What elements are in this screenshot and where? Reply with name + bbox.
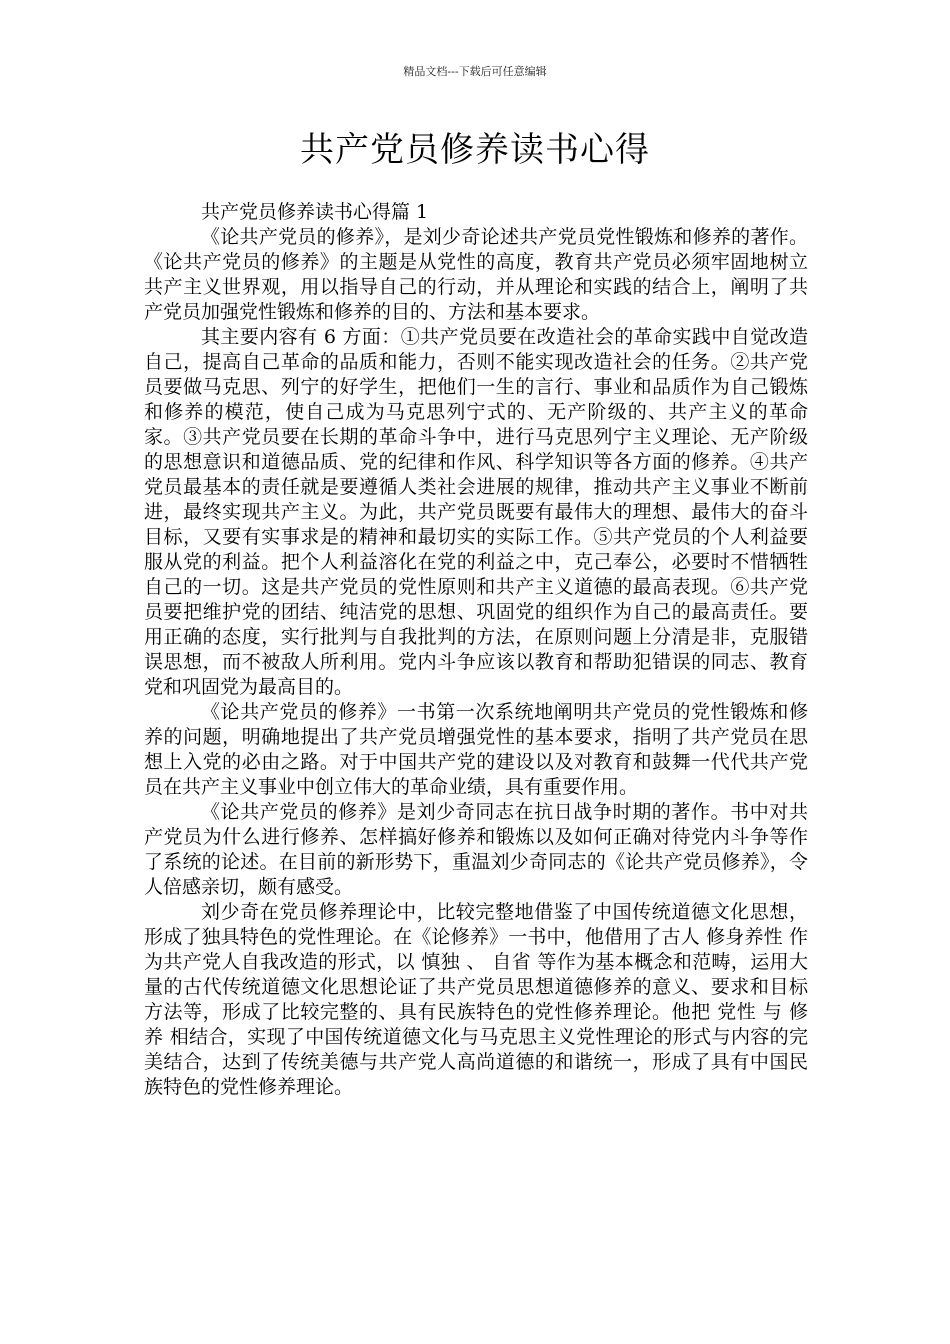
paragraph: 《论共产党员的修养》是刘少奇同志在抗日战争时期的著作。书中对共产党员为什么进行修养、怎样搞好修养和锻炼以及如何正确对待党内斗争等作了系统的论述。在目前的新形势下，重温刘少奇同志的《论共产党员修养》，令人倍感亲切，颇有感受。 xyxy=(144,801,808,898)
paragraph: 《论共产党员的修养》一书第一次系统地阐明共产党员的党性锻炼和修养的问题，明确地提出了共产党员增强党性的基本要求，指明了共产党员在思想上入党的必由之路。对于中国共产党的建设以及对教育和鼓舞一代代共产党员在共产主义事业中创立伟大的革命业绩，具有重要作用。 xyxy=(144,701,808,798)
document-body xyxy=(144,200,808,1100)
paragraph: 其主要内容有 6 方面：①共产党员要在改造社会的革命实践中自觉改造自己，提高自己革命的品质和能力，否则不能实现改造社会的任务。②共产党员要做马克思、列宁的好学生，把他们一生的言行、事业和品质作为自己锻炼和修养的模范，使自己成为马克思列宁式的、无产阶级的、共产主义的革命家。③共产党员要在长期的革命斗争中，进行马克思列宁主义理论、无产阶级的思想意识和道德品质、党的纪律和作风、科学知识等各方面的修养。④共产党员最基本的责任就是要遵循人类社会进展的规律，推动共产主义事业不断前进，最终实现共产主义。为此，共产党员既要有最伟大的理想、最伟大的奋斗目标，又要有实事求是的精神和最切实的实际工作。⑤共产党员的个人利益要服从党的利益。把个人利益溶化在党的利益之中，克己奉公，必要时不惜牺牲自己的一切。这是共产党员的党性原则和共产主义道德的最高表现。⑥共产党员要把维护党的团结、纯洁党的思想、巩固党的组织作为自己的最高责任。要用正确的态度，实行批判与自我批判的方法，在原则问题上分清是非，克服错误思想，而不被敌人所利用。党内斗争应该以教育和帮助犯错误的同志、教育党和巩固党为最高目的。 xyxy=(144,326,808,698)
paragraph: 刘少奇在党员修养理论中，比较完整地借鉴了中国传统道德文化思想，形成了独具特色的党性理论。在《论修养》一书中，他借用了古人 修身养性 作为共产党人自我改造的形式，以 慎独 、 自省 等作为基本概念和范畴，运用大量的古代传统道德文化思想论证了共产党员思想道德修养的意义、要求和目标方法等，形成了比较完整的、具有民族特色的党性修养理论。他把 党性 与 修养 相结合，实现了中国传统道德文化与马克思主义党性理论的形式与内容的完美结合，达到了传统美德与共产党人高尚道德的和谐统一，形成了具有中国民族特色的党性修养理论。 xyxy=(144,901,808,1098)
paragraph: 《论共产党员的修养》，是刘少奇论述共产党员党性锻炼和修养的著作。《论共产党员的修养》的主题是从党性的高度，教育共产党员必须牢固地树立共产主义世界观，用以指导自己的行动，并从理论和实践的结合上，阐明了共产党员加强党性锻炼和修养的目的、方法和基本要求。 xyxy=(144,226,808,323)
header-note: 精品文档---下载后可任意编辑 xyxy=(403,65,547,78)
page-title: 共产党员修养读书心得 xyxy=(300,130,650,170)
section-heading: 共产党员修养读书心得篇 1 xyxy=(201,201,429,223)
